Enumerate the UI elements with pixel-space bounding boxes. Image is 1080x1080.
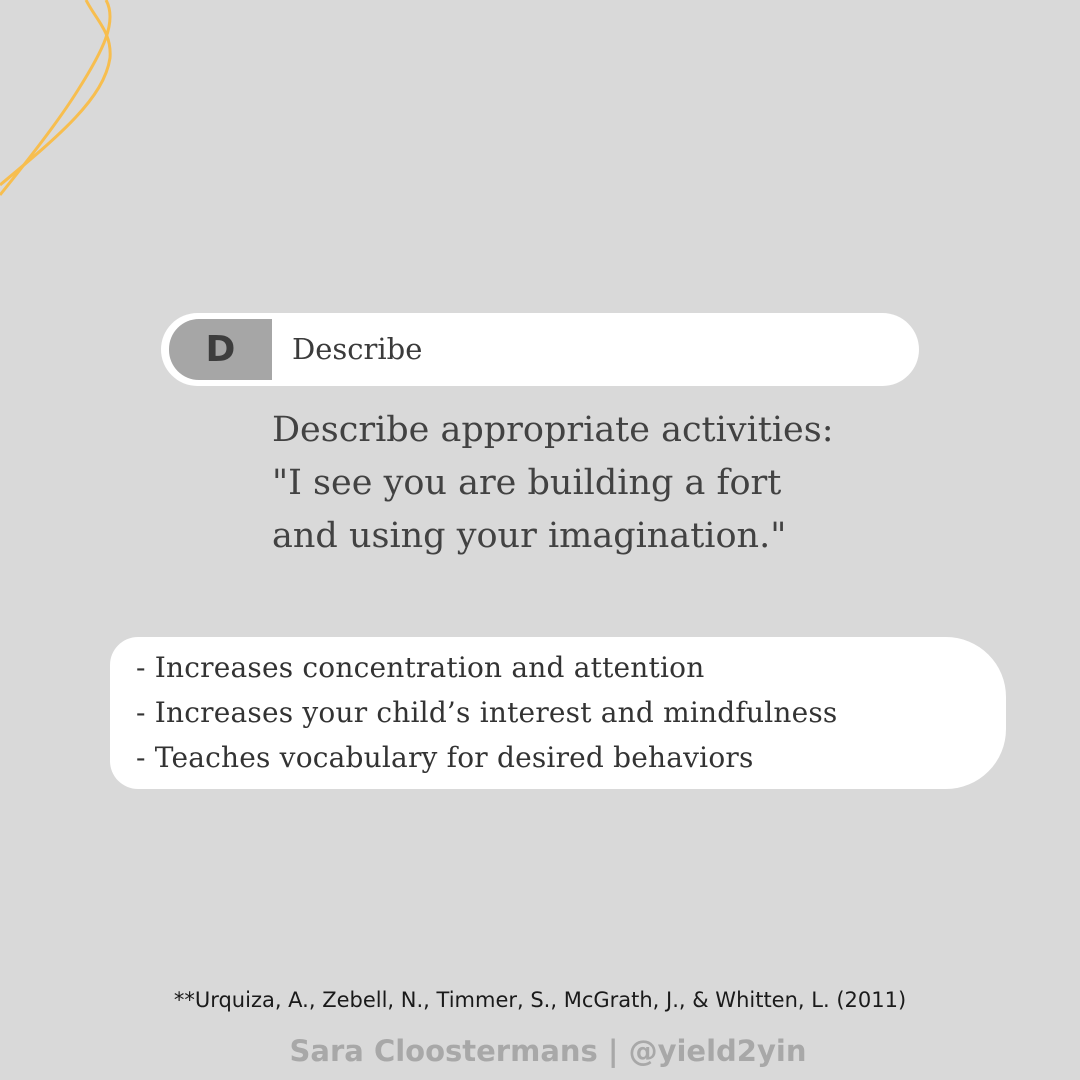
citation: **Urquiza, A., Zebell, N., Timmer, S., McGrath, J., & Whitten, L. (2011)	[173, 988, 907, 1012]
author-credit: Sara Cloostermans | @yield2yin	[289, 1034, 807, 1068]
description-line: Describe appropriate activities:	[272, 410, 834, 450]
description-text	[272, 404, 972, 563]
step-title: Describe	[292, 332, 423, 366]
description-line: and using your imagination."	[272, 516, 787, 556]
step-letter-badge: D	[169, 319, 272, 380]
step-title-card	[161, 313, 919, 386]
benefits-card	[110, 637, 1006, 789]
benefit-item: - Increases your child’s interest and mindfulness	[136, 696, 838, 729]
description-line: "I see you are building a fort	[272, 463, 782, 503]
benefit-item: - Increases concentration and attention	[136, 651, 705, 684]
decorative-curve-lines	[0, 0, 140, 220]
benefit-item: - Teaches vocabulary for desired behaviors	[136, 741, 754, 774]
